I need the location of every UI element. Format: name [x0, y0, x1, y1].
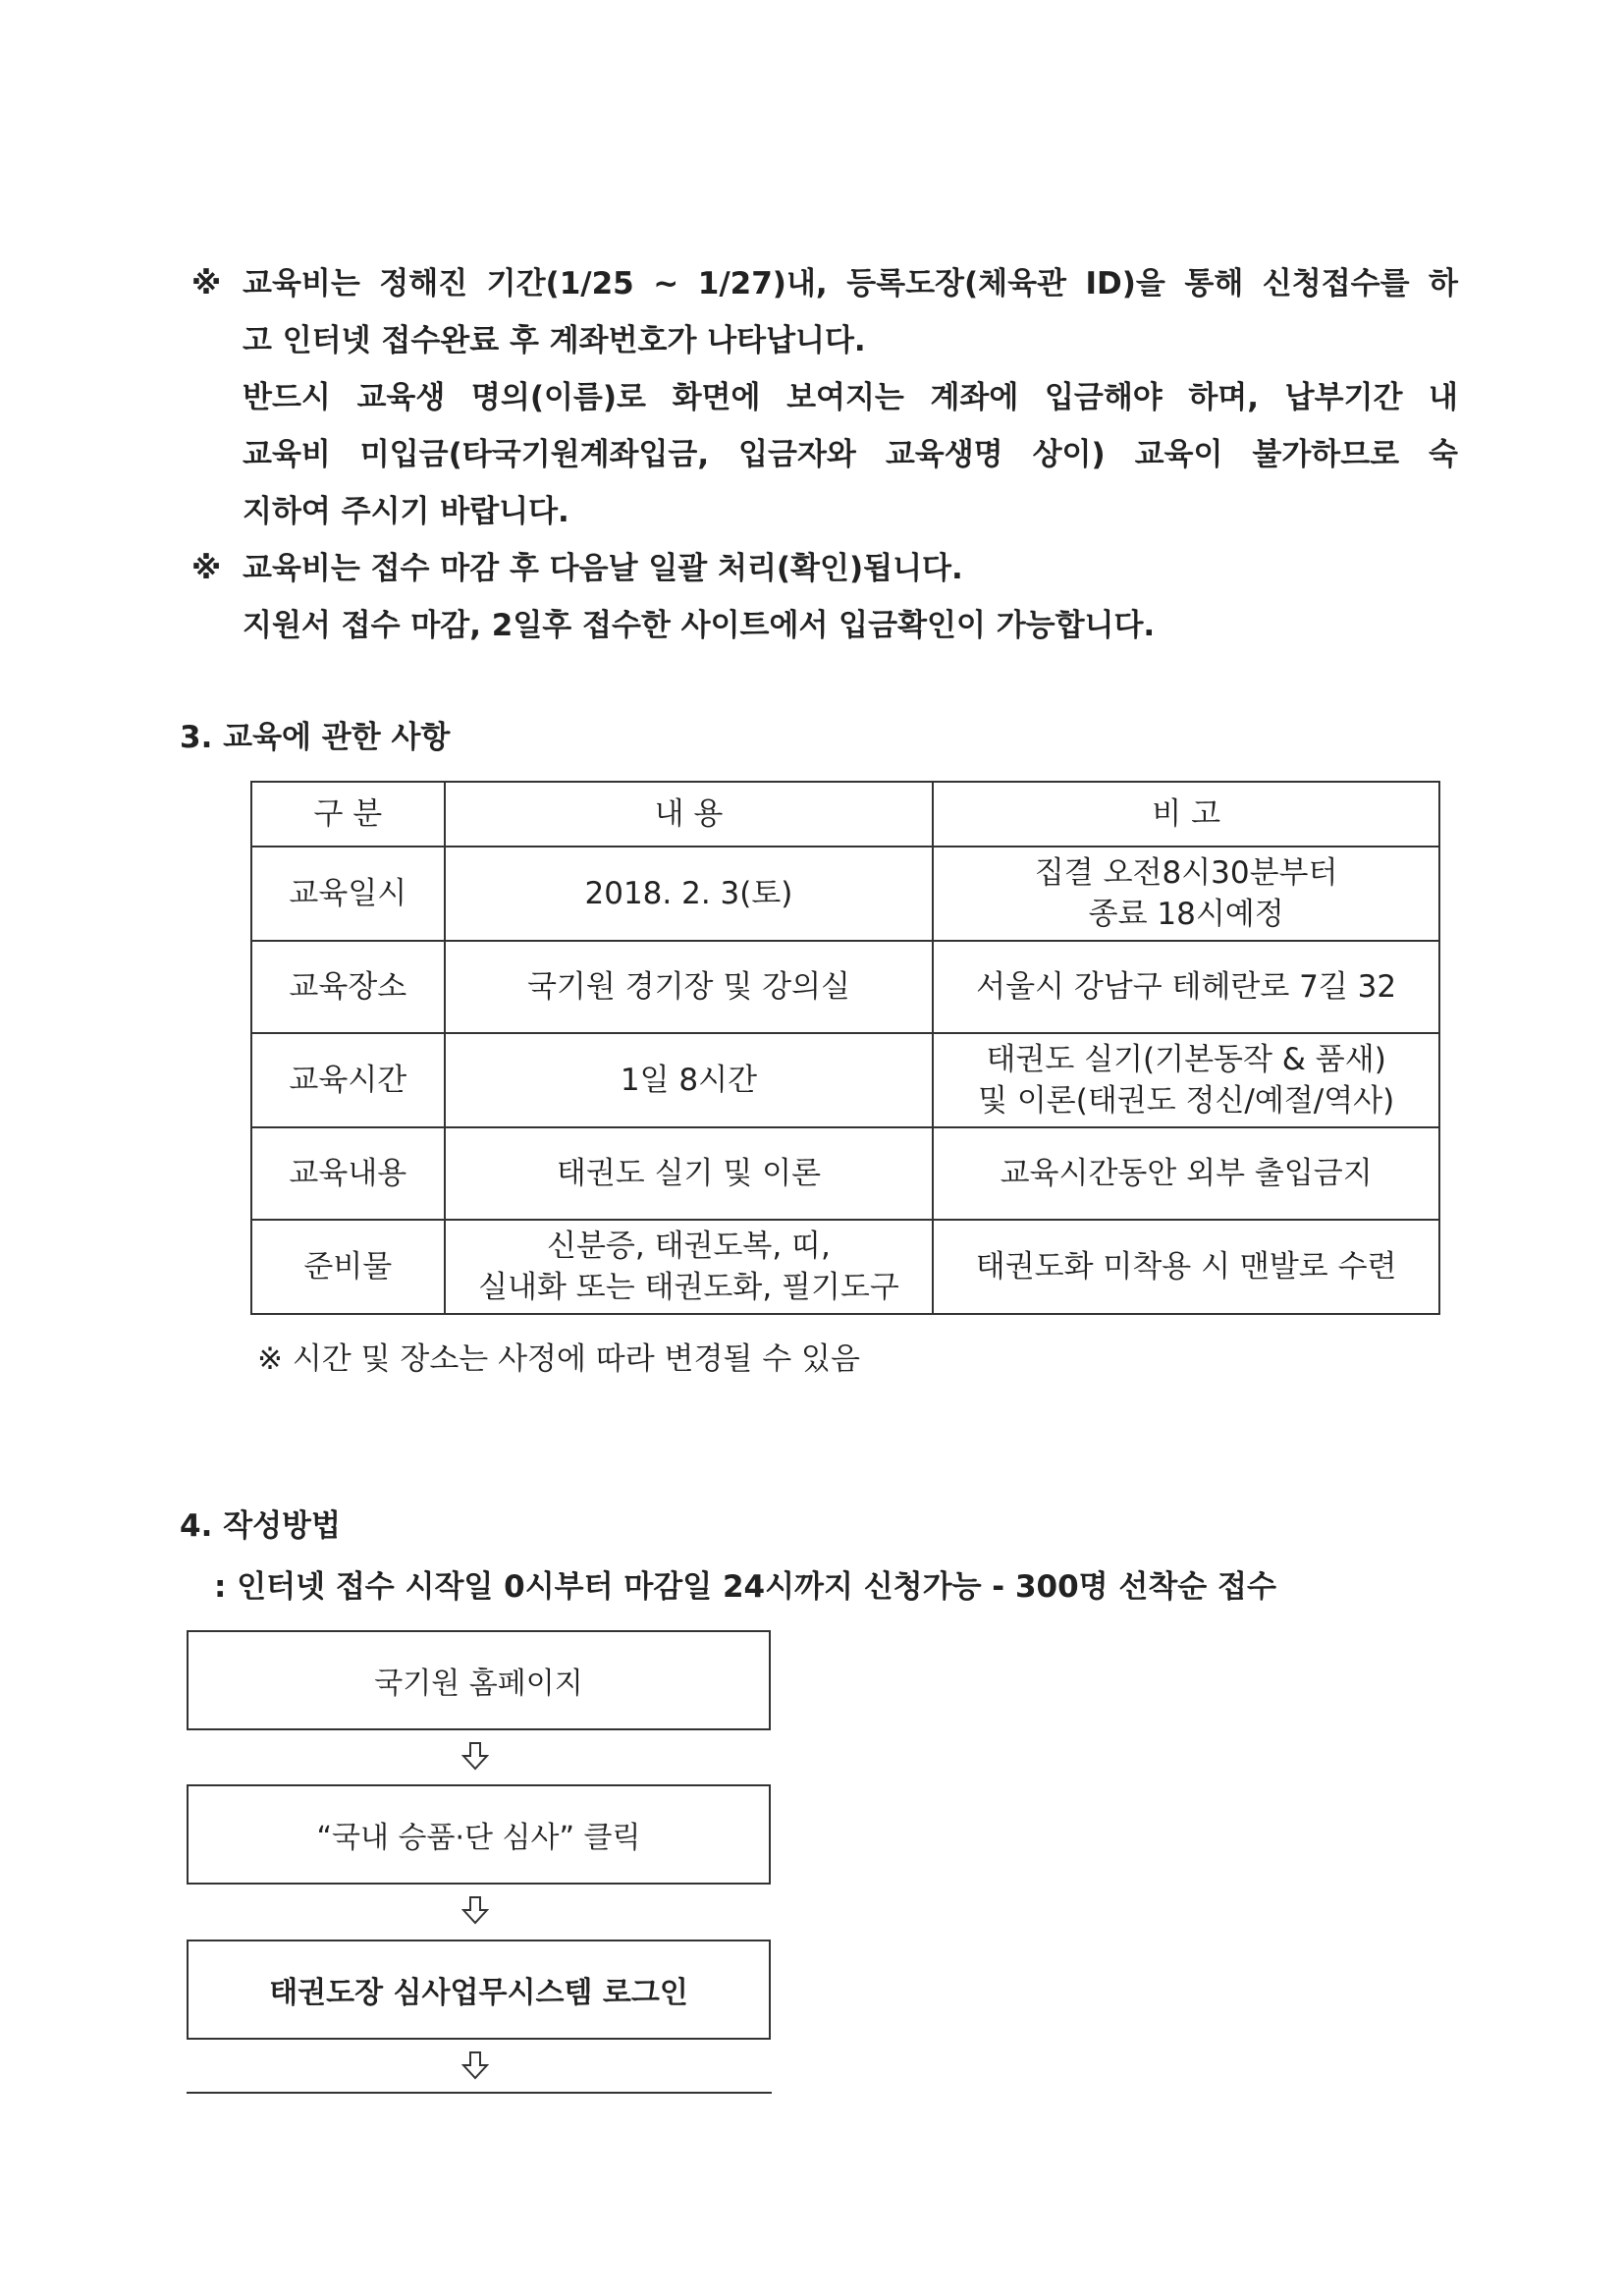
notice-line: 고 인터넷 접수완료 후 계좌번호가 나타납니다. — [243, 323, 866, 358]
row-content: 1일 8시간 — [445, 1033, 934, 1127]
header-content: 내 용 — [445, 782, 934, 847]
flow-step-login: 태권도장 심사업무시스템 로그인 — [187, 1940, 771, 2040]
section-4-subtitle: : 인터넷 접수 시작일 0시부터 마감일 24시까지 신청가능 - 300명 선착순 접수 — [214, 1569, 1276, 1605]
table-row — [251, 1220, 1439, 1314]
reference-mark: ※ — [191, 266, 222, 301]
flow-bottom-rule — [187, 2092, 772, 2094]
header-category: 구 분 — [251, 782, 445, 847]
flow-step-homepage: 국기원 홈페이지 — [187, 1630, 771, 1730]
table-row — [251, 1033, 1439, 1127]
down-arrow-icon — [461, 1895, 489, 1925]
down-arrow-icon — [461, 2050, 489, 2080]
reference-mark: ※ — [191, 551, 222, 586]
row-note: 집결 오전8시30분부터 종료 18시예정 — [933, 847, 1439, 941]
table-row — [251, 1127, 1439, 1220]
notice-block-2 — [191, 540, 1458, 654]
row-label: 준비물 — [251, 1220, 445, 1314]
row-note: 태권도 실기(기본동작 & 품새) 및 이론(태권도 정신/예절/역사) — [933, 1033, 1439, 1127]
row-content: 신분증, 태권도복, 띠, 실내화 또는 태권도화, 필기도구 — [445, 1220, 934, 1314]
row-content: 태권도 실기 및 이론 — [445, 1127, 934, 1220]
education-info-table — [250, 781, 1440, 1315]
row-note: 교육시간동안 외부 출입금지 — [933, 1127, 1439, 1220]
row-label: 교육내용 — [251, 1127, 445, 1220]
table-row — [251, 941, 1439, 1033]
row-content: 2018. 2. 3(토) — [445, 847, 934, 941]
section-4-title: 4. 작성방법 — [180, 1508, 341, 1544]
row-note: 서울시 강남구 테헤란로 7길 32 — [933, 941, 1439, 1033]
notice-block-1 — [191, 255, 1458, 540]
section-3-title: 3. 교육에 관한 사항 — [180, 720, 451, 755]
row-label: 교육장소 — [251, 941, 445, 1033]
notice-line: 교육비 미입금(타국기원계좌입금, 입금자와 교육생명 상이) 교육이 불가하므로 숙 — [243, 437, 1458, 472]
down-arrow-icon — [461, 1741, 489, 1771]
row-note: 태권도화 미착용 시 맨발로 수련 — [933, 1220, 1439, 1314]
notice-line: 지하여 주시기 바랍니다. — [243, 494, 569, 529]
row-content: 국기원 경기장 및 강의실 — [445, 941, 934, 1033]
row-label: 교육일시 — [251, 847, 445, 941]
table-footnote: ※ 시간 및 장소는 사정에 따라 변경될 수 있음 — [257, 1341, 860, 1377]
header-note: 비 고 — [933, 782, 1439, 847]
table-header-row — [251, 782, 1439, 847]
row-label: 교육시간 — [251, 1033, 445, 1127]
notice-line: 반드시 교육생 명의(이름)로 화면에 보여지는 계좌에 입금해야 하며, 납부기간 내 — [243, 380, 1458, 415]
table-row — [251, 847, 1439, 941]
notice-line: 지원서 접수 마감, 2일후 접수한 사이트에서 입금확인이 가능합니다. — [243, 608, 1156, 643]
notice-line: ※ 교육비는 정해진 기간(1/25 ~ 1/27)내, 등록도장(체육관 ID)을 통해 신청접수를 하 — [191, 255, 1458, 312]
notice-line: ※ 교육비는 접수 마감 후 다음날 일괄 처리(확인)됩니다. — [191, 540, 1458, 597]
flow-step-click-exam: “국내 승품·단 심사” 클릭 — [187, 1784, 771, 1885]
